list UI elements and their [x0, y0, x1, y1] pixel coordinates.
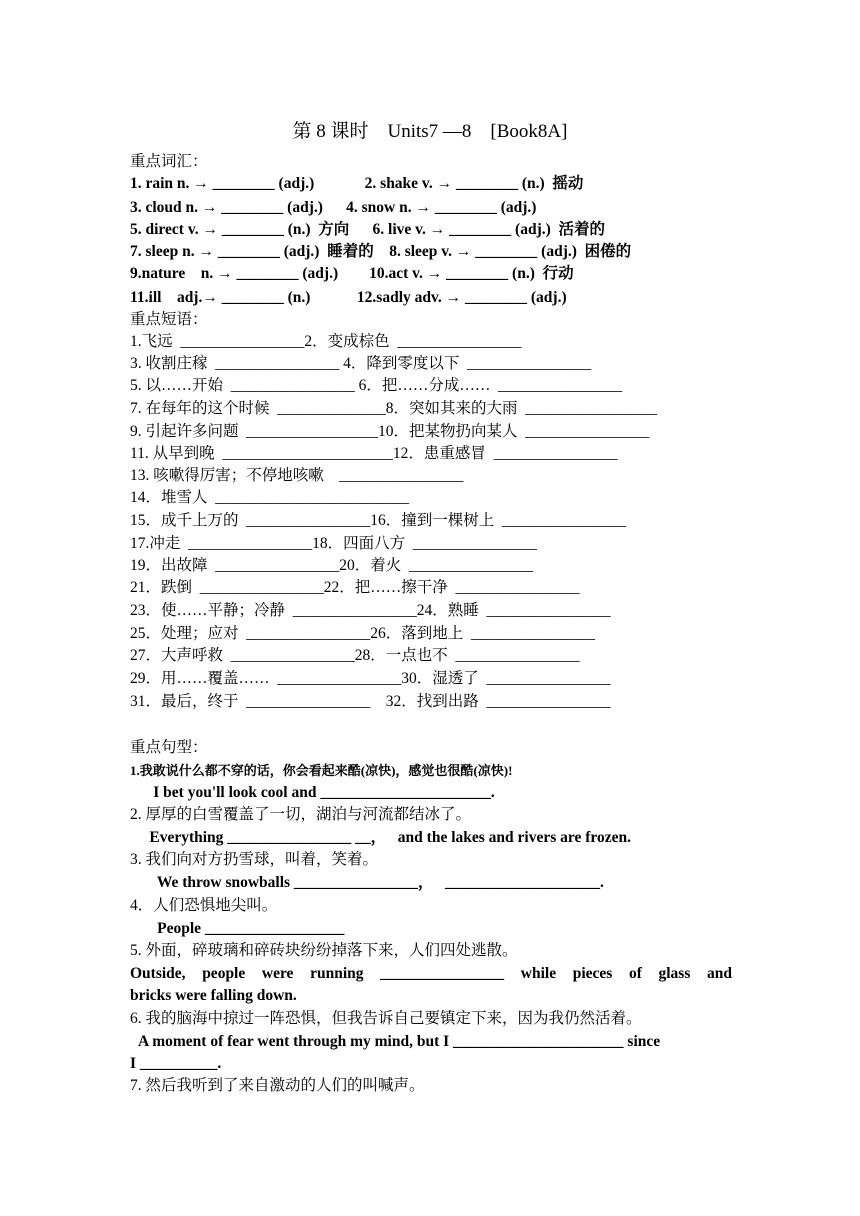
sentence-en: Outside, people were running ________________ while pieces of glass and — [130, 965, 732, 982]
phrase-line: 1.飞远 ________________2．变成棕色 ________________ — [130, 333, 522, 350]
vocab-line: 9.nature n. → ________ (adj.) 10.act v. → ________ (n.) 行动 — [130, 265, 574, 282]
phrase-line: 17.冲走 ________________18．四面八方 ________________ — [130, 535, 537, 552]
sentence-cn: 5. 外面，碎玻璃和碎砖块纷纷掉落下来，人们四处逃散。 — [130, 942, 518, 959]
sentence-en: bricks were falling down. — [130, 987, 297, 1004]
sentence-en: A moment of fear went through my mind, but I ______________________ since — [138, 1033, 661, 1050]
vocab-line: 7. sleep n. → ________ (adj.) 睡着的 8. sleep v. → ________ (adj.) 困倦的 — [130, 243, 632, 260]
phrase-line: 23．使……平静；冷静 ________________24．熟睡 ________________ — [130, 602, 611, 619]
sentence-en: I __________. — [130, 1055, 222, 1072]
sentence-cn: 6. 我的脑海中掠过一阵恐惧，但我告诉自己要镇定下来，因为我仍然活着。 — [130, 1010, 642, 1027]
sentence-en: People __________________ — [130, 920, 345, 937]
phrase-line: 29．用……覆盖…… ________________30．湿透了 ________________ — [130, 670, 611, 687]
vocab-line: 3. cloud n. → ________ (adj.) 4. snow n. → ________ (adj.) — [130, 199, 537, 216]
phrase-line: 3. 收割庄稼 ________________ 4．降到零度以下 ________________ — [130, 355, 592, 372]
sentence-cn: 3. 我们向对方扔雪球，叫着，笑着。 — [130, 851, 379, 868]
sentence-cn: 7. 然后我听到了来自激动的人们的叫喊声。 — [130, 1077, 425, 1094]
phrase-line: 14．堆雪人 _________________________ — [130, 489, 410, 506]
sentence-cn: 2. 厚厚的白雪覆盖了一切，湖泊与河流都结冰了。 — [130, 806, 472, 823]
sentence-cn: 4．人们恐惧地尖叫。 — [130, 897, 278, 914]
phrase-line: 31．最后，终于 ________________ 32．找到出路 ________________ — [130, 693, 611, 710]
phrase-header: 重点短语： — [130, 311, 208, 328]
vocab-line: 11.ill adj.→ ________ (n.) 12.sadly adv. → ________ (adj.) — [130, 289, 567, 306]
phrase-line: 15．成千上万的 ________________16．撞到一棵树上 ________________ — [130, 512, 627, 529]
phrase-line: 11. 从早到晚 ______________________12．患重感冒 ________________ — [130, 445, 618, 462]
vocab-line: 5. direct v. → ________ (n.) 方向 6. live v. → ________ (adj.) 活着的 — [130, 221, 606, 238]
phrase-line: 5. 以……开始 ________________ 6．把……分成…… ________________ — [130, 377, 623, 394]
phrase-line: 21．跌倒 ________________22．把……擦干净 ________________ — [130, 579, 580, 596]
vocab-header: 重点词汇： — [130, 153, 208, 170]
sentence-en: Everything ________________ __， and the lakes and rivers are frozen. — [130, 829, 632, 846]
sentence-header: 重点句型： — [130, 739, 208, 756]
sentence-en: We throw snowballs ________________， ____________________. — [130, 874, 604, 891]
sentence-en: I bet you'll look cool and ______________________. — [130, 784, 495, 801]
phrase-line: 7. 在每年的这个时候 ______________8．突如其来的大雨 _________________ — [130, 400, 658, 417]
phrase-line: 13. 咳嗽得厉害；不停地咳嗽 ________________ — [130, 467, 464, 484]
sentence-cn: 1.我敢说什么都不穿的话，你会看起来酷(凉快)，感觉也很酷(凉快)! — [130, 763, 513, 778]
phrase-line: 19．出故障 ________________20．着火 ________________ — [130, 557, 534, 574]
phrase-line: 9. 引起许多问题 _________________10．把某物扔向某人 ________________ — [130, 423, 650, 440]
phrase-line: 27．大声呼救 ________________28．一点也不 ________________ — [130, 647, 580, 664]
vocab-line: 1. rain n. → ________ (adj.) 2. shake v. → ________ (n.) 摇动 — [130, 175, 584, 192]
phrase-line: 25．处理；应对 ________________26．落到地上 ________________ — [130, 625, 596, 642]
page-title: 第 8 课时 Units7 —8 [Book8A] — [292, 121, 568, 142]
